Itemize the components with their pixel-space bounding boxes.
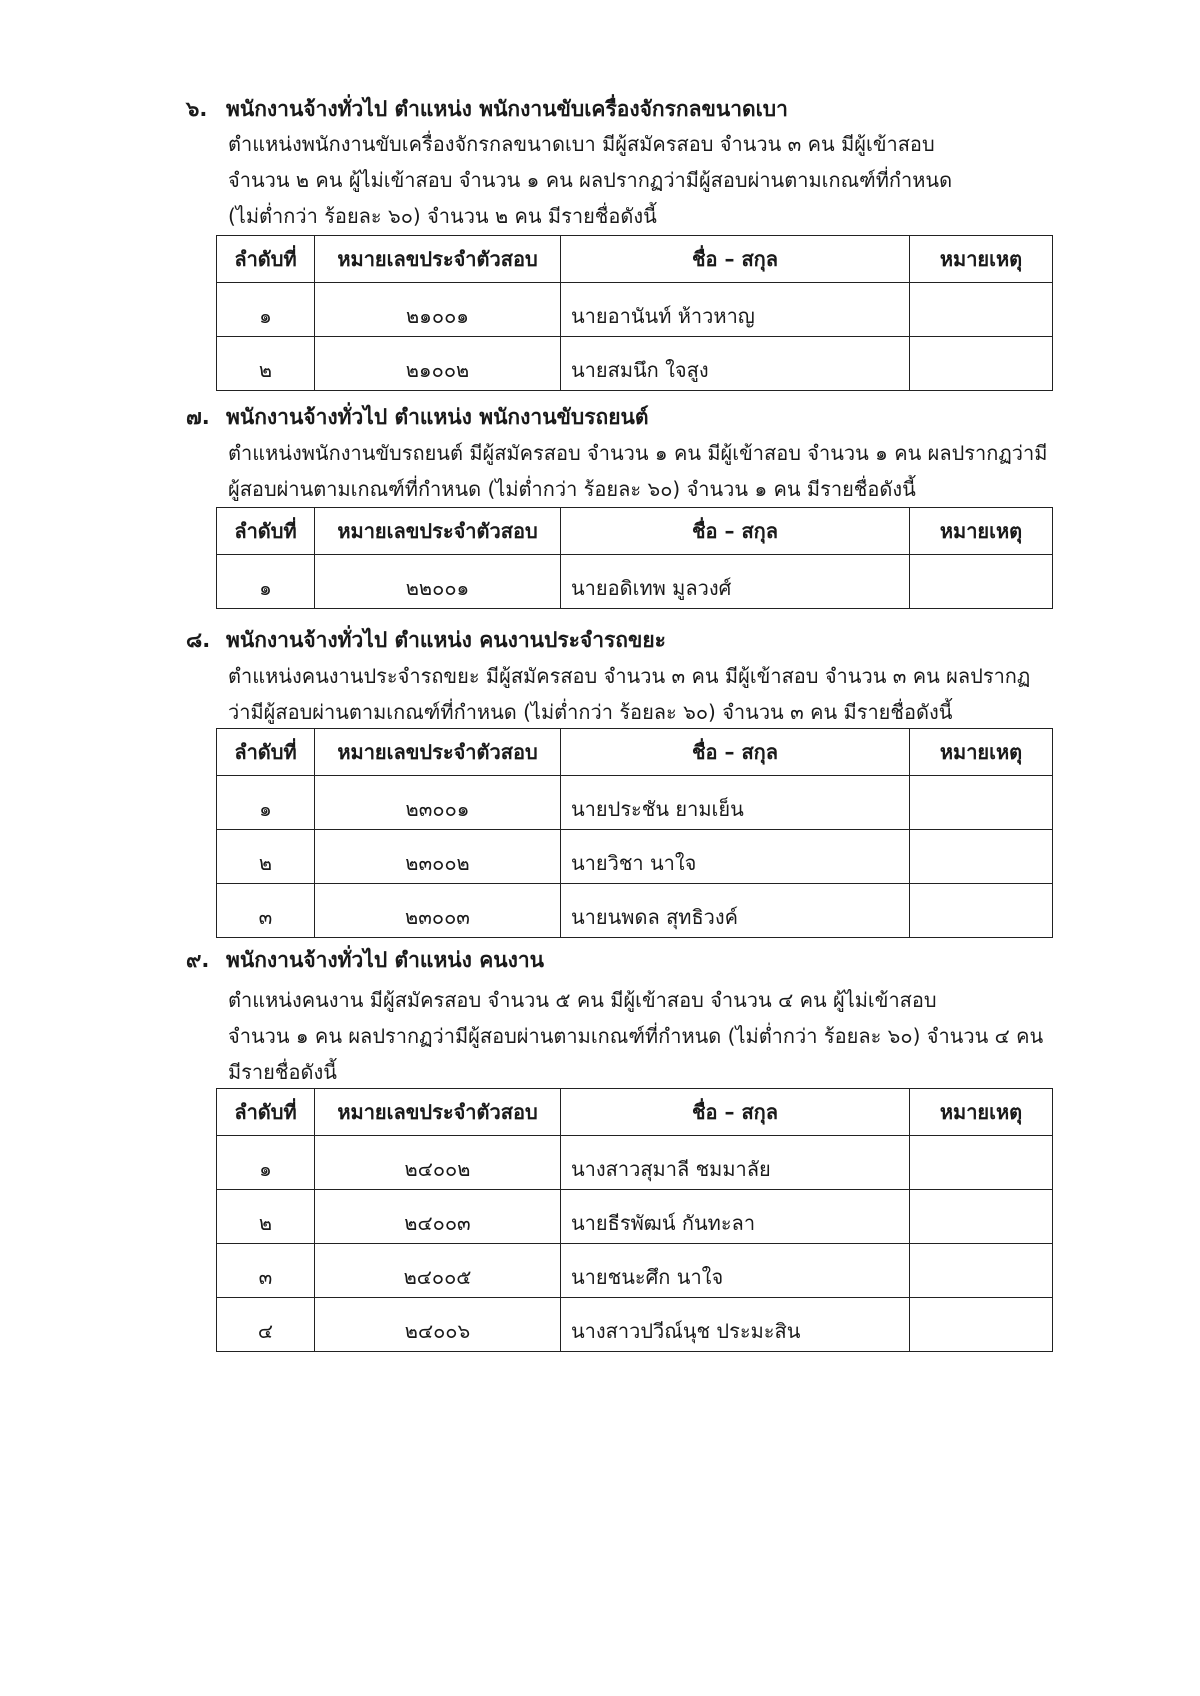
section-number: ๗. <box>186 405 210 429</box>
cell-name: นายอดิเทพ มูลวงศ์ <box>561 555 910 609</box>
table-row <box>217 555 1053 609</box>
paragraph-line: ผู้สอบผ่านตามเกณฑ์ที่กำหนด (ไม่ต่ำกว่า ร้อยละ ๖๐) จำนวน ๑ คน มีรายชื่อดังนี้ <box>228 477 916 501</box>
header-exam-id: หมายเลขประจำตัวสอบ <box>315 1089 561 1136</box>
cell-note <box>910 1190 1053 1244</box>
section-number: ๘. <box>186 628 211 652</box>
header-name: ชื่อ – สกุล <box>561 729 910 776</box>
table-row <box>217 1190 1053 1244</box>
table-row <box>217 337 1053 391</box>
cell-no: ๒ <box>217 1190 315 1244</box>
cell-no: ๓ <box>217 884 315 938</box>
cell-no: ๔ <box>217 1298 315 1352</box>
table-header-row <box>217 1089 1053 1136</box>
cell-note <box>910 1136 1053 1190</box>
header-name: ชื่อ – สกุล <box>561 236 910 283</box>
result-table-6 <box>216 235 1053 391</box>
cell-note <box>910 1298 1053 1352</box>
cell-note <box>910 337 1053 391</box>
cell-name: นายประชัน ยามเย็น <box>561 776 910 830</box>
cell-exam-id: ๒๒๐๐๑ <box>315 555 561 609</box>
cell-exam-id: ๒๔๐๐๕ <box>315 1244 561 1298</box>
section-paragraph-9 <box>228 982 1043 1090</box>
section-title: พนักงานจ้างทั่วไป ตำแหน่ง คนงานประจำรถขยะ <box>226 628 666 652</box>
cell-exam-id: ๒๔๐๐๖ <box>315 1298 561 1352</box>
cell-no: ๓ <box>217 1244 315 1298</box>
result-table-8 <box>216 728 1053 938</box>
paragraph-line: จำนวน ๑ คน ผลปรากฏว่ามีผู้สอบผ่านตามเกณฑ์ที่กำหนด (ไม่ต่ำกว่า ร้อยละ ๖๐) จำนวน ๔ คน <box>228 1024 1044 1048</box>
section-heading-6 <box>186 94 788 124</box>
paragraph-line: มีรายชื่อดังนี้ <box>228 1060 337 1084</box>
table-header-row <box>217 508 1053 555</box>
header-no: ลำดับที่ <box>217 508 315 555</box>
cell-name: นายนพดล สุทธิวงค์ <box>561 884 910 938</box>
cell-exam-id: ๒๑๐๐๑ <box>315 283 561 337</box>
header-note: หมายเหตุ <box>910 236 1053 283</box>
cell-exam-id: ๒๔๐๐๒ <box>315 1136 561 1190</box>
cell-name: นายวิชา นาใจ <box>561 830 910 884</box>
table-row <box>217 1298 1053 1352</box>
header-note: หมายเหตุ <box>910 1089 1053 1136</box>
cell-no: ๑ <box>217 1136 315 1190</box>
paragraph-line: ตำแหน่งคนงาน มีผู้สมัครสอบ จำนวน ๕ คน มีผู้เข้าสอบ จำนวน ๔ คน ผู้ไม่เข้าสอบ <box>228 988 937 1012</box>
table-row <box>217 1244 1053 1298</box>
section-paragraph-8 <box>228 658 1030 730</box>
cell-name: นายอานันท์ ห้าวหาญ <box>561 283 910 337</box>
section-heading-9 <box>186 945 544 975</box>
cell-no: ๑ <box>217 555 315 609</box>
section-heading-8 <box>186 625 666 655</box>
cell-note <box>910 555 1053 609</box>
cell-no: ๑ <box>217 283 315 337</box>
header-exam-id: หมายเลขประจำตัวสอบ <box>315 508 561 555</box>
table-row <box>217 830 1053 884</box>
section-title: พนักงานจ้างทั่วไป ตำแหน่ง คนงาน <box>226 948 545 972</box>
header-name: ชื่อ – สกุล <box>561 1089 910 1136</box>
section-title: พนักงานจ้างทั่วไป ตำแหน่ง พนักงานขับเครื่องจักรกลขนาดเบา <box>226 97 788 121</box>
section-paragraph-7 <box>228 435 1047 507</box>
cell-exam-id: ๒๑๐๐๒ <box>315 337 561 391</box>
result-table-7 <box>216 507 1053 609</box>
cell-exam-id: ๒๓๐๐๓ <box>315 884 561 938</box>
table-row <box>217 884 1053 938</box>
cell-no: ๑ <box>217 776 315 830</box>
paragraph-line: (ไม่ต่ำกว่า ร้อยละ ๖๐) จำนวน ๒ คน มีรายชื่อดังนี้ <box>228 204 657 228</box>
header-no: ลำดับที่ <box>217 236 315 283</box>
table-row <box>217 776 1053 830</box>
cell-note <box>910 283 1053 337</box>
header-note: หมายเหตุ <box>910 508 1053 555</box>
cell-name: นางสาวปวีณ์นุช ประมะสิน <box>561 1298 910 1352</box>
table-header-row <box>217 729 1053 776</box>
paragraph-line: จำนวน ๒ คน ผู้ไม่เข้าสอบ จำนวน ๑ คน ผลปรากฏว่ามีผู้สอบผ่านตามเกณฑ์ที่กำหนด <box>228 168 953 192</box>
paragraph-line: ตำแหน่งคนงานประจำรถขยะ มีผู้สมัครสอบ จำนวน ๓ คน มีผู้เข้าสอบ จำนวน ๓ คน ผลปรากฏ <box>228 664 1031 688</box>
header-exam-id: หมายเลขประจำตัวสอบ <box>315 729 561 776</box>
table-row <box>217 283 1053 337</box>
cell-note <box>910 884 1053 938</box>
cell-no: ๒ <box>217 337 315 391</box>
section-number: ๙. <box>186 948 210 972</box>
section-paragraph-6 <box>228 126 952 234</box>
header-exam-id: หมายเลขประจำตัวสอบ <box>315 236 561 283</box>
result-table-9 <box>216 1088 1053 1352</box>
cell-name: นายสมนึก ใจสูง <box>561 337 910 391</box>
header-no: ลำดับที่ <box>217 729 315 776</box>
table-header-row <box>217 236 1053 283</box>
cell-name: นายชนะศึก นาใจ <box>561 1244 910 1298</box>
paragraph-line: ตำแหน่งพนักงานขับรถยนต์ มีผู้สมัครสอบ จำนวน ๑ คน มีผู้เข้าสอบ จำนวน ๑ คน ผลปรากฏว่ามี <box>228 441 1048 465</box>
cell-name: นางสาวสุมาลี ชมมาลัย <box>561 1136 910 1190</box>
cell-no: ๒ <box>217 830 315 884</box>
header-name: ชื่อ – สกุล <box>561 508 910 555</box>
section-heading-7 <box>186 402 649 432</box>
paragraph-line: ตำแหน่งพนักงานขับเครื่องจักรกลขนาดเบา มีผู้สมัครสอบ จำนวน ๓ คน มีผู้เข้าสอบ <box>228 132 935 156</box>
header-note: หมายเหตุ <box>910 729 1053 776</box>
cell-exam-id: ๒๓๐๐๒ <box>315 830 561 884</box>
header-no: ลำดับที่ <box>217 1089 315 1136</box>
cell-note <box>910 776 1053 830</box>
cell-exam-id: ๒๔๐๐๓ <box>315 1190 561 1244</box>
section-number: ๖. <box>186 97 208 121</box>
paragraph-line: ว่ามีผู้สอบผ่านตามเกณฑ์ที่กำหนด (ไม่ต่ำกว่า ร้อยละ ๖๐) จำนวน ๓ คน มีรายชื่อดังนี้ <box>228 700 953 724</box>
section-title: พนักงานจ้างทั่วไป ตำแหน่ง พนักงานขับรถยนต์ <box>226 405 649 429</box>
cell-note <box>910 1244 1053 1298</box>
cell-exam-id: ๒๓๐๐๑ <box>315 776 561 830</box>
table-row <box>217 1136 1053 1190</box>
cell-name: นายธีรพัฒน์ กันทะลา <box>561 1190 910 1244</box>
cell-note <box>910 830 1053 884</box>
